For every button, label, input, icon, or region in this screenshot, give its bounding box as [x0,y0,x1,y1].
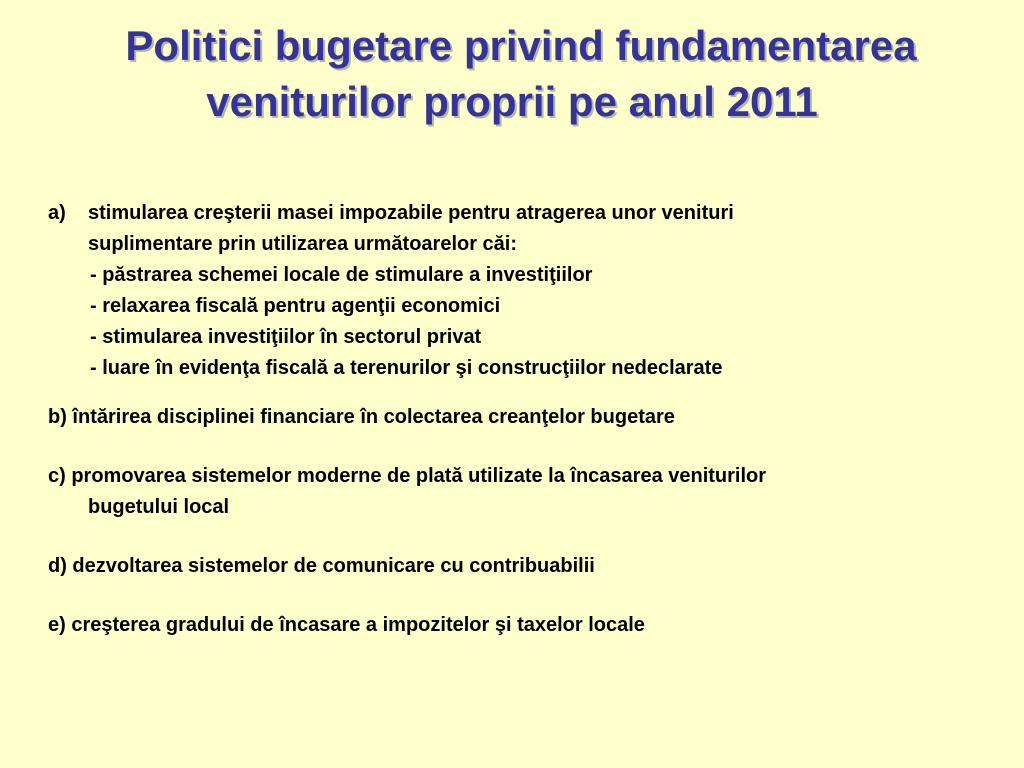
item-c [48,461,1008,523]
item-c-line-1: c) promovarea sistemelor moderne de plată utilizate la încasarea veniturilor [48,465,767,487]
item-c-line-2: bugetului local [88,496,230,518]
slide-body [48,198,1008,641]
slide-title [0,18,1024,130]
item-a-subitem: - luare în evidenţa fiscală a terenurilor şi construcţiilor nedeclarate [90,357,723,379]
item-a [48,198,1008,260]
slide-title-line-1: Politici bugetare privind fundamentarea [125,22,917,69]
item-a-subitem: - păstrarea schemei locale de stimulare a investiţiilor [90,264,593,286]
item-a-subitem: - relaxarea fiscală pentru agenţii economici [90,295,501,317]
item-e: e) creşterea gradului de încasare a impozitelor şi taxelor locale [48,614,645,636]
item-a-text-line-2: suplimentare prin utilizarea următoarelor căi: [88,233,518,255]
item-b: b) întărirea disciplinei financiare în colectarea creanţelor bugetare [48,406,675,428]
item-a-text-line-1: stimularea creşterii masei impozabile pentru atragerea unor venituri [88,202,734,224]
slide-title-line-2: veniturilor proprii pe anul 2011 [206,78,818,125]
item-a-marker: a) [48,202,66,224]
item-a-subitem: - stimularea investiţiilor în sectorul privat [90,326,482,348]
item-d: d) dezvoltarea sistemelor de comunicare cu contribuabilii [48,555,595,577]
